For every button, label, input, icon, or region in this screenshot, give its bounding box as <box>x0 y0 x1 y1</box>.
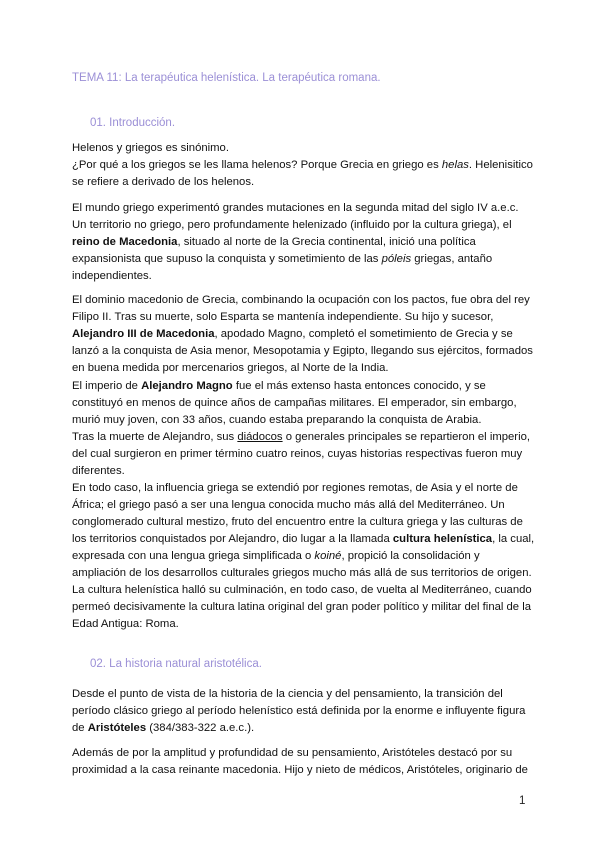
text-line: Filipo II. Tras su muerte, solo Esparta se mantenía independiente. Su hijo y sucesor, <box>72 311 494 323</box>
text-line: se refiere a derivado de los helenos. <box>72 176 255 188</box>
text-line: África; el griego pasó a ser una lengua conocida mucho más allá del Mediterráneo. Un <box>72 499 505 511</box>
text-run: o generales principales se repartieron el imperio, <box>282 431 531 443</box>
text-line: murió muy joven, con 33 años, cuando estaba preparando la conquista de Arabia. <box>72 414 482 426</box>
text-line: ampliación de los desarrollos culturales griegos mucho más allá de sus territorios de origen. <box>72 567 532 579</box>
text-line: proximidad a la casa reinante macedonia. Hijo y nieto de médicos, Aristóteles, originario de <box>72 764 528 776</box>
text-line <box>72 326 532 343</box>
paragraph-aristoteles-figura <box>72 686 532 737</box>
text-run: , la cual, <box>492 533 535 545</box>
text-line: Un territorio no griego, pero profundamente helenizado (influido por la cultura griega), el <box>72 219 512 231</box>
paragraph-mundo-griego <box>72 200 532 285</box>
text-run: , situado al norte de la Grecia continental, inició una política <box>177 236 476 248</box>
document-title: TEMA 11: La terapéutica helenística. La terapéutica romana. <box>72 72 381 84</box>
text-line: El mundo griego experimentó grandes mutaciones en la segunda mitad del siglo IV a.e.c. <box>72 202 519 214</box>
text-line: en buena medida por mercenarios griegos, al Norte de la India. <box>72 362 389 374</box>
text-line: La cultura helenística halló su culminación, en todo caso, de vuelta al Mediterráneo, cuando <box>72 584 532 596</box>
paragraph-cultura-helenistica <box>72 582 532 633</box>
text-run: Tras la muerte de Alejandro, sus <box>72 431 238 443</box>
text-line: El dominio macedonio de Grecia, combinando la ocupación con los pactos, fue obra del rey <box>72 294 530 306</box>
text-line: En todo caso, la influencia griega se extendió por regiones remotas, de Asia y el norte de <box>72 482 518 494</box>
text-line: conglomerado cultural mestizo, fruto del encuentro entre la cultura griega y las culturas de <box>72 516 523 528</box>
text-line <box>72 429 532 446</box>
text-line <box>72 378 532 395</box>
text-line: Edad Antigua: Roma. <box>72 618 179 630</box>
underlined-term: diádocos <box>237 431 283 443</box>
text-line <box>72 548 532 565</box>
bold-term: Alejandro III de Macedonia <box>72 328 215 340</box>
text-line <box>72 251 532 268</box>
bold-term: Aristóteles <box>87 722 147 734</box>
text-run: , propició la consolidación y <box>341 550 480 562</box>
text-line <box>72 157 532 174</box>
text-line: del cual surgieron en primer término cuatro reinos, cuyas historias respectivas fueron muy <box>72 448 523 460</box>
section-heading-introduccion: 01. Introducción. <box>90 117 176 129</box>
text-run: (384/383-322 a.e.c.). <box>146 722 255 734</box>
text-run: expansionista que supuso la conquista y sometimiento de las <box>72 253 382 265</box>
bold-term: cultura helenística <box>392 533 493 545</box>
text-run: griegas, antaño <box>411 253 493 265</box>
paragraph-influencia-griega <box>72 480 535 582</box>
paragraph-imperio-alejandro <box>72 378 532 480</box>
text-line: independientes. <box>72 270 152 282</box>
text-line <box>72 531 535 548</box>
page-number: 1 <box>519 795 526 807</box>
text-run: fue el más extenso hasta entonces conocido, y se <box>232 380 486 392</box>
text-run: de <box>72 722 88 734</box>
text-run: . Helenisitico <box>468 159 533 171</box>
section-heading-historia-natural: 02. La historia natural aristotélica. <box>90 658 262 670</box>
bold-term: Alejandro Magno <box>141 380 233 392</box>
text-run: ¿Por qué a los griegos se les llama helenos? Porque Grecia en griego es <box>72 159 442 171</box>
text-run: , apodado Magno, completó el sometimiento de Grecia y se <box>214 328 513 340</box>
text-line: Helenos y griegos es sinónimo. <box>72 142 229 154</box>
text-line: lanzó a la conquista de Asia menor, Mesopotamia y Egipto, llegando sus ejércitos, formados <box>72 345 533 357</box>
text-line: diferentes. <box>72 465 125 477</box>
text-run: expresada con una lengua griega simplificada o <box>72 550 315 562</box>
bold-term: reino de Macedonia <box>72 236 178 248</box>
text-line: constituyó en menos de quince años de campañas militares. El emperador, sin embargo, <box>72 397 517 409</box>
text-run: los territorios conquistados por Alejandro, dio lugar a la llamada <box>72 533 393 545</box>
text-line: permeó decisivamente la cultura latina original del gran poder político y militar del final de la <box>72 601 532 613</box>
italic-term: koiné <box>314 550 342 562</box>
text-line: Desde el punto de vista de la historia de la ciencia y del pensamiento, la transición del <box>72 688 503 700</box>
italic-term: póleis <box>381 253 412 265</box>
text-line <box>72 234 532 251</box>
paragraph-helenos <box>72 140 532 191</box>
text-line: Además de por la amplitud y profundidad de su pensamiento, Aristóteles destacó por su <box>72 747 513 759</box>
text-line <box>72 720 532 737</box>
italic-term: helas <box>441 159 469 171</box>
paragraph-aristoteles-macedonia <box>72 745 532 779</box>
text-run: El imperio de <box>72 380 142 392</box>
paragraph-dominio-macedonio <box>72 292 532 377</box>
text-line: período clásico griego al período helenístico está definida por la enorme e influyente figura <box>72 705 526 717</box>
